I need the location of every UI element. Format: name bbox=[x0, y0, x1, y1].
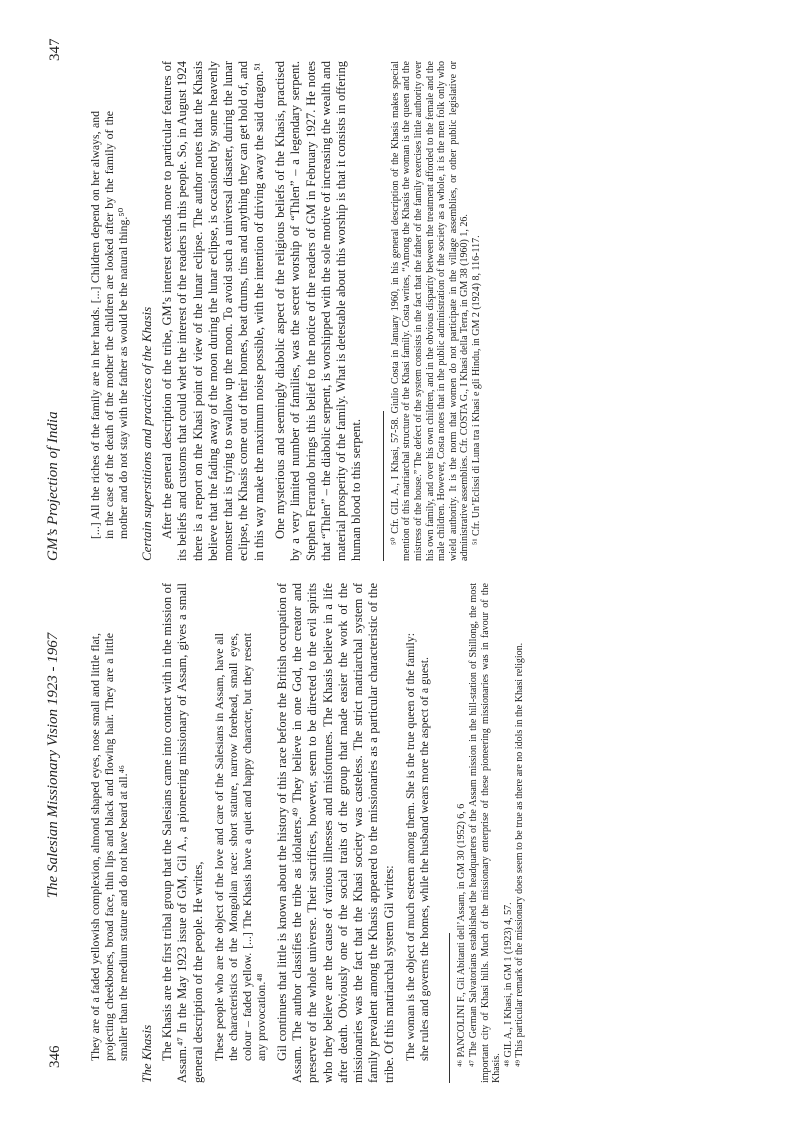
block-quote: They are of a faded yellowish complexion, almond shaped eyes, nose small and little flat, projecting cheekbones, broad face, thin lips and black and flowing hair. They are a little smaller than the medium stature and do not have beard at all.⁴⁶ bbox=[88, 633, 131, 1061]
running-head: The Salesian Missionary Vision 1923 - 1967 bbox=[45, 632, 61, 899]
right-page bbox=[0, 0, 793, 561]
page-number: 346 bbox=[47, 1045, 63, 1068]
footnote: ⁵⁰ Cfr. GIL A., I Khasi, 57-58. Giulio Costa in January 1960, in his general description of the Khasis makes special mention of this matriarchal structure of the Khasi family. Costa writes, “Among the Khasis the woman is the queen and the mistress of the house.” The defect of the system consists in the fact that the father of the family exercises little authority over his own family, and over his own children, and in the obvious disparity between the treatment afforded to the female and the male children. However, Costa notes that in the public administration of the society as a whole, it is the men folk only who wield authority. It is the norm that women do not participate in the village assemblies, or other public legislative or administrative assemblies. Cfr. COSTA G., I Khasi della Terra, in GM 38 (1960) 1, 26. bbox=[389, 61, 471, 561]
footnote: ⁴⁸ GIL A., I Khasi, in GM 1 (1923) 4, 57. bbox=[502, 902, 514, 1067]
section-heading: The Khasis bbox=[138, 1024, 154, 1083]
footnote: ⁴⁷ The German Salvatorians established the headquarters of the Assam mission in the hill-station of Shillong, the most important city of Khasi hills. Much of the missionary enterprise of these pioneering missionaries was in favour of the Khasis. bbox=[467, 583, 503, 1083]
paragraph: After the general description of the tribe, GM’s interest extends more to particular features of its beliefs and customs that could whet the interest of the readers in this people. So, in August 1924 there is a report on the Khasi point of view of the lunar eclipse. The author notes that the Khasis believe that the fading away of the moon during the lunar eclipse, is occasioned by some heavenly monster that is trying to swallow up the moon. To avoid such a universal disaster, during the lunar eclipse, the Khasis come out of their homes, beat drums, tins and anything they can get hold of, and in this way make the maximum noise possible, with the intention of driving away the said dragon.⁵¹ bbox=[159, 61, 266, 561]
paragraph: Gil continues that little is known about the history of this race before the British occupation of Assam. The author classifies the tribe as idolaters.⁴⁹ They believe in one God, the creator and preserver of the whole universe. Their sacrifices, however, seem to be directed to the evil spirits who they believe are the cause of various illnesses and misfortunes. The Khasis believe in a life after death. Obviously one of the social traits of the group that made easier the work of the missionaries was the fact that the Khasi society was casteless. The strict matriarchal system of family prevalent among the Khasis appeared to the missionaries as a particular characteristic of the tribe. Of this matriarchal system Gil writes: bbox=[274, 583, 396, 1083]
footnote: ⁵¹ Cfr. Un’Eclissi di Luna tra i Khasi e gli Hindu, in GM 2 (1924) 8, 116-117. bbox=[470, 235, 482, 545]
block-quote: The woman is the object of much esteem among them. She is the true queen of the family: she rules and governs the homes, while the husband wears more the aspect of a guest. bbox=[402, 633, 432, 1061]
paragraph: The Khasis are the first tribal group that the Salesians came into contact with in the mission of Assam.⁴⁷ In the May 1923 issue of GM, Gil A., a pioneering missionary of Assam, gives a small general description of the people. He writes, bbox=[159, 583, 205, 1083]
section-heading: Certain superstitions and practices of the Khasis bbox=[138, 306, 154, 561]
left-page bbox=[0, 562, 793, 1123]
footnote-rule bbox=[449, 933, 450, 1083]
page-body bbox=[88, 583, 526, 1083]
running-head: GM’s Projection of India bbox=[45, 411, 61, 561]
block-quote: [...] All the riches of the family are in her hands. [...] Children depend on her always, and in the case of the death of the mother the children are looked after by the family of the mother and do not stay with the father as would be the natural thing.⁵⁰ bbox=[88, 111, 131, 539]
footnote: ⁴⁶ PANCOLINI F., Gli Abitanti dell’Assam, in GM 30 (1952) 6, 6 bbox=[456, 803, 468, 1067]
block-quote: These people who are the object of the love and care of the Salesians in Assam, have all the characteristics of the Mongolian race: short stature, narrow forehead, small eyes, colour – faded yellow. [...] The Khasis have a quiet and happy character, but they resent any provocation.⁴⁸ bbox=[211, 633, 269, 1061]
paragraph: One mysterious and seemingly diabolic aspect of the religious beliefs of the Khasis, practised by a very limited number of families, was the secret worship of “Thlen” – a legendary serpent. Stephen Ferrando brings this belief to the notice of the readers of GM in February 1927. He notes that “Thlen” – the diabolic serpent, is worshipped with the sole motive of increasing the wealth and material prosperity of the family. What is detestable about this worship is that it consists in offering human blood to this serpent. bbox=[272, 61, 364, 561]
page-body bbox=[88, 61, 483, 561]
footnote-rule bbox=[383, 411, 384, 561]
page-number: 347 bbox=[47, 38, 63, 61]
footnote: ⁴⁹ This particular remark of the missionary does seem to be true as there are no idols in the Khasi religion. bbox=[514, 642, 526, 1067]
